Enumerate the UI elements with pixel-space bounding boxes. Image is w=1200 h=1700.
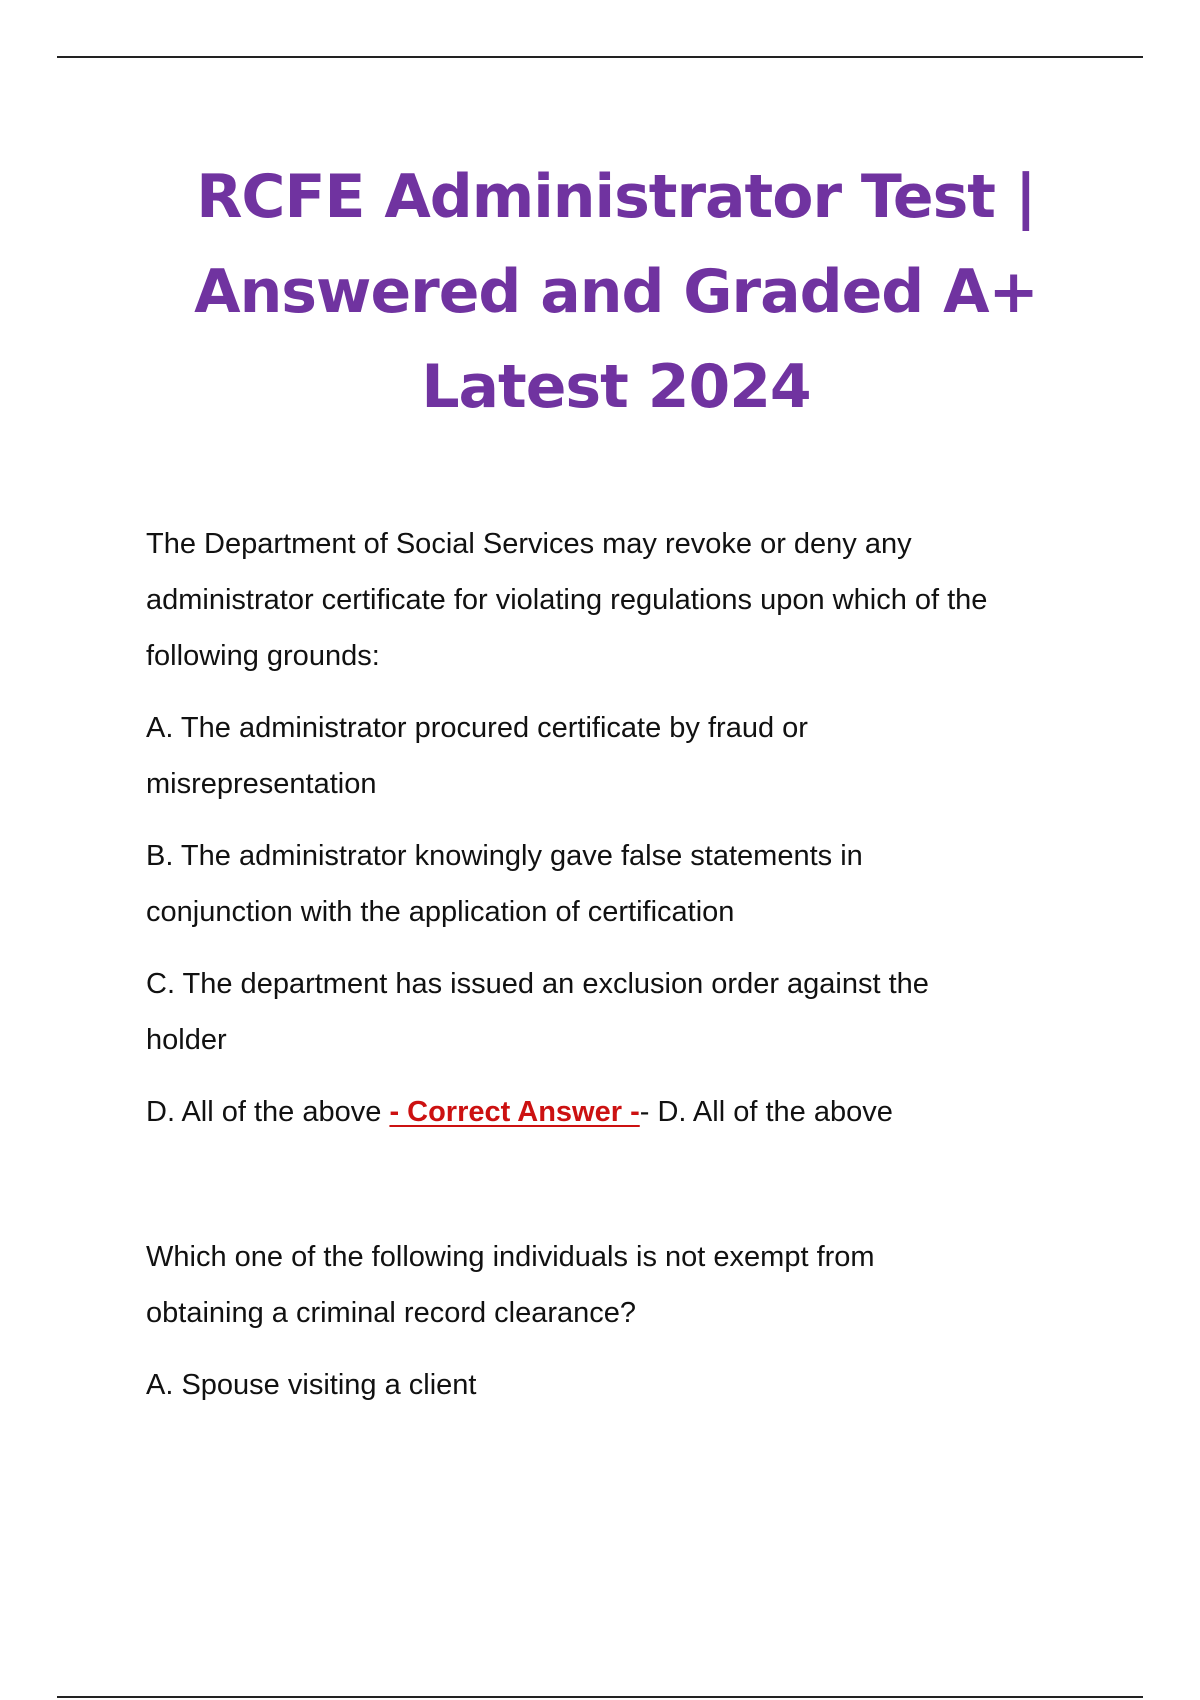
header-rule xyxy=(57,56,1143,58)
question-2 xyxy=(146,1229,1106,1413)
title-line: Answered and Graded A+ xyxy=(194,257,1038,327)
question-1 xyxy=(146,516,1106,1140)
option-line: A. The administrator procured certificate by fraud or xyxy=(146,712,808,744)
option-line: holder xyxy=(146,1024,227,1056)
prompt-line: obtaining a criminal record clearance? xyxy=(146,1297,637,1329)
option-b xyxy=(146,828,1106,940)
title-line: RCFE Administrator Test | xyxy=(196,162,1036,232)
prompt-line: Which one of the following individuals is not exempt from xyxy=(146,1241,875,1273)
option-d-answer xyxy=(146,1084,1106,1140)
option-line: B. The administrator knowingly gave false statements in xyxy=(146,840,863,872)
prompt-line: administrator certificate for violating regulations upon which of the xyxy=(146,584,988,616)
option-c xyxy=(146,956,1106,1068)
answer-text: - D. All of the above xyxy=(639,1096,893,1128)
option-line: conjunction with the application of certification xyxy=(146,896,735,928)
option-a xyxy=(146,1357,1106,1413)
title-line: Latest 2024 xyxy=(421,352,811,422)
document-title xyxy=(120,150,1112,435)
correct-answer-marker: - Correct Answer - xyxy=(389,1096,640,1128)
document-body xyxy=(146,516,1106,1413)
option-line: misrepresentation xyxy=(146,768,377,800)
question-prompt xyxy=(146,1229,1106,1341)
question-prompt xyxy=(146,516,1106,684)
option-line: A. Spouse visiting a client xyxy=(146,1369,477,1401)
footer-rule xyxy=(57,1696,1143,1698)
option-d-text: D. All of the above xyxy=(146,1096,390,1128)
prompt-line: following grounds: xyxy=(146,640,380,672)
option-line: C. The department has issued an exclusion order against the xyxy=(146,968,929,1000)
option-a xyxy=(146,700,1106,812)
prompt-line: The Department of Social Services may revoke or deny any xyxy=(146,528,912,560)
